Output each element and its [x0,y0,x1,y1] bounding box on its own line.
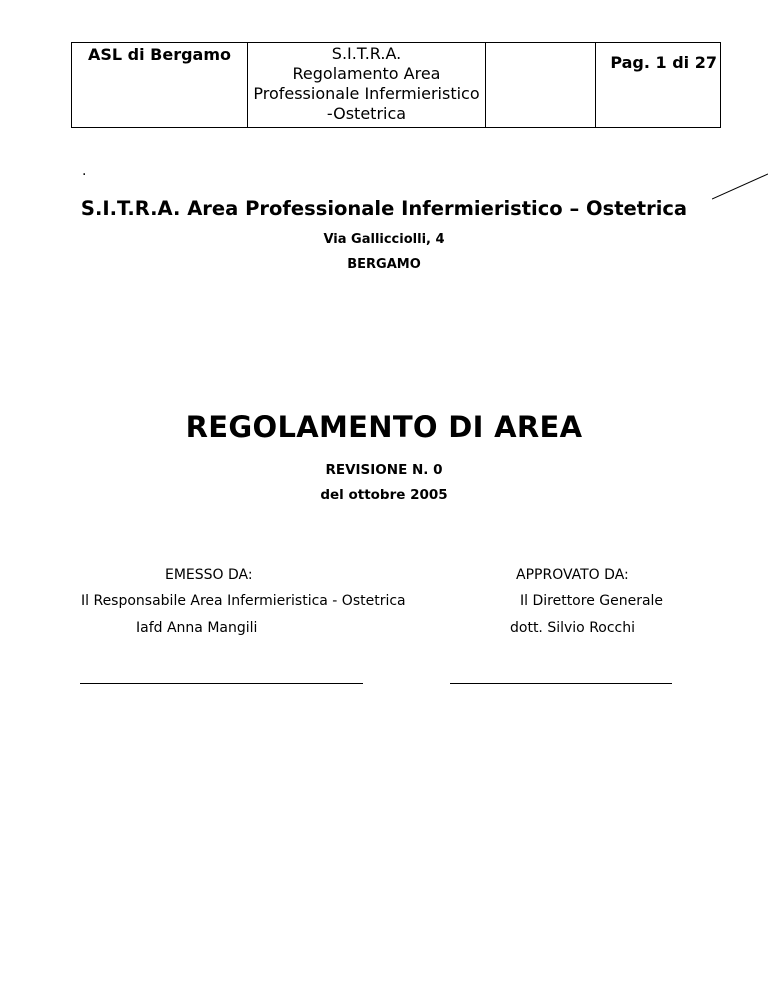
stray-dot: . [82,163,87,179]
main-title: REGOLAMENTO DI AREA [185,410,583,444]
emesso-name: Iafd Anna Mangili [136,620,258,636]
header-page-number: Pag. 1 di 27 [596,43,721,128]
address-city: BERGAMO [347,257,421,272]
revision-date: del ottobre 2005 [320,487,448,503]
approvato-label: APPROVATO DA: [516,567,629,583]
address-street: Via Gallicciolli, 4 [323,232,445,247]
header-doc-title-line: Regolamento Area [292,64,441,83]
signature-line-emesso [80,683,363,684]
header-doc-title [248,43,486,128]
emesso-role: Il Responsabile Area Infermieristica - Ostetrica [81,593,406,609]
document-heading: S.I.T.R.A. Area Professionale Infermieristico – Ostetrica [80,197,688,220]
emesso-label: EMESSO DA: [165,567,253,583]
revision-number: REVISIONE N. 0 [325,462,443,478]
header-doc-title-line: Professionale Infermieristico [253,84,480,103]
header-table [71,42,721,128]
header-doc-title-line: S.I.T.R.A. [331,44,402,63]
signature-line-approvato [450,683,672,684]
header-doc-title-line: -Ostetrica [326,104,407,123]
approvato-role: Il Direttore Generale [520,593,664,609]
header-org: ASL di Bergamo [72,43,248,128]
approvato-name: dott. Silvio Rocchi [510,620,636,636]
header-empty-cell [486,43,596,128]
